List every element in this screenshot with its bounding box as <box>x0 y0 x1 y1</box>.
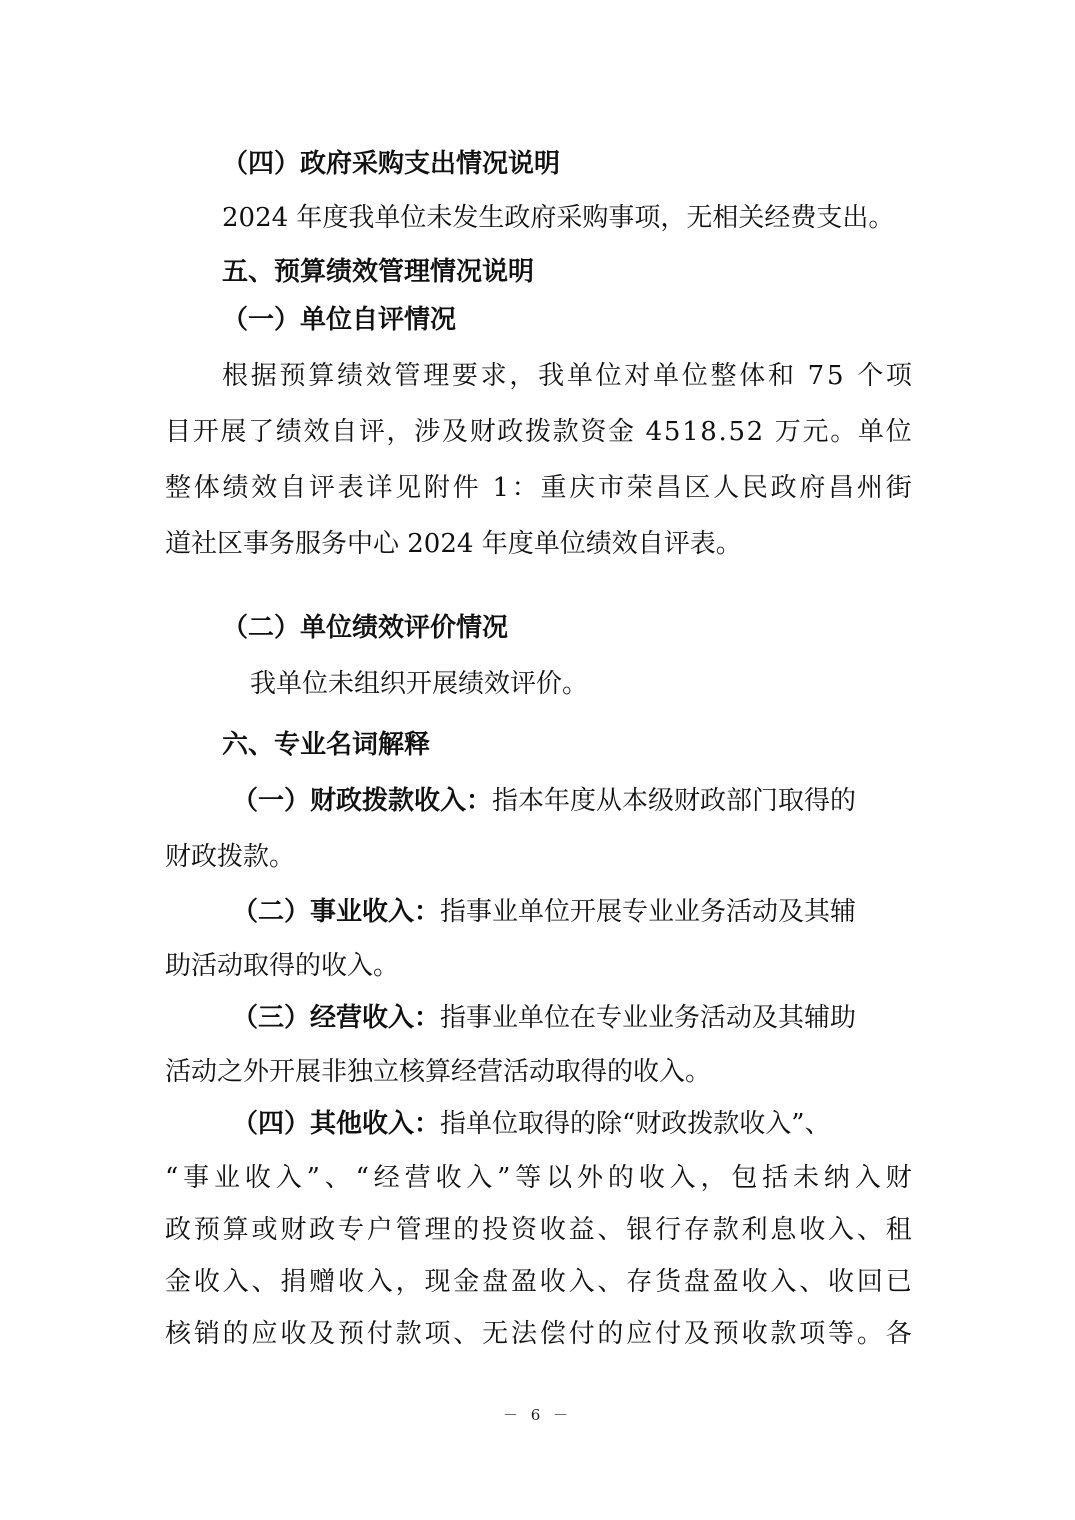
section4-body: 2024 年度我单位未发生政府采购事项，无相关经费支出。 <box>222 203 895 233</box>
term-label: （三）经营收入： <box>232 1003 441 1033</box>
section6-title: 六、专业名词解释 <box>222 730 431 760</box>
paragraph-line: 整 体 绩 效 自 评 表 详 见 附 件 1 ： 重 庆 市 荣 昌 区 人 民 政 府 昌 州 街 <box>165 473 912 503</box>
term-definition: （三）经营收入：指事业单位在专业业务活动及其辅助 <box>232 1003 857 1033</box>
term-definition: （一）财政拨款收入：指本年度从本级财政部门取得的 <box>232 786 857 816</box>
term-label: （二）事业收入： <box>232 897 441 927</box>
section5-title: 五、预算绩效管理情况说明 <box>222 257 535 287</box>
paragraph-line: 目 开 展 了 绩 效 自 评 ， 涉 及 财 政 拨 款 资 金 4 5 1 8 . 5 2 万 元 。 单 位 <box>165 417 912 447</box>
term-definition: （二）事业收入：指事业单位开展专业业务活动及其辅 <box>232 897 857 927</box>
section5-sub2-body: 我单位未组织开展绩效评价。 <box>250 669 589 699</box>
term-definition: （四）其他收入：指单位取得的除“财政拨款收入”、 <box>232 1109 831 1139</box>
paragraph-line: 根 据 预 算 绩 效 管 理 要 求 ， 我 单 位 对 单 位 整 体 和 7 5 个 项 <box>222 361 912 391</box>
section5-sub2-heading: （二）单位绩效评价情况 <box>222 613 509 643</box>
paragraph-line: 道社区事务服务中心 2024 年度单位绩效自评表。 <box>165 529 742 559</box>
paragraph-line: 活动之外开展非独立核算经营活动取得的收入。 <box>165 1057 712 1087</box>
paragraph-line: 政 预 算 或 财 政 专 户 管 理 的 投 资 收 益 、 银 行 存 款 利 息 收 入 、 租 <box>165 1215 912 1245</box>
paragraph-line: 助活动取得的收入。 <box>165 951 400 981</box>
term-label: （四）其他收入： <box>232 1109 441 1139</box>
paragraph-line: 金 收 入 、 捐 赠 收 入 ， 现 金 盘 盈 收 入 、 存 货 盘 盈 收 入 、 收 回 已 <box>165 1267 912 1297</box>
paragraph-line: 财政拨款。 <box>165 842 296 872</box>
section4-heading: （四）政府采购支出情况说明 <box>222 149 561 179</box>
section5-sub1-heading: （一）单位自评情况 <box>222 305 457 335</box>
page-number: － 6 － <box>502 1406 573 1424</box>
paragraph-line: “ 事 业 收 入 ” 、 “ 经 营 收 入 ” 等 以 外 的 收 入 ， 包 括 未 纳 入 财 <box>165 1163 912 1193</box>
paragraph-line: 核 销 的 应 收 及 预 付 款 项 、 无 法 偿 付 的 应 付 及 预 收 款 项 等 。 各 <box>165 1319 912 1349</box>
term-label: （一）财政拨款收入： <box>232 786 493 816</box>
